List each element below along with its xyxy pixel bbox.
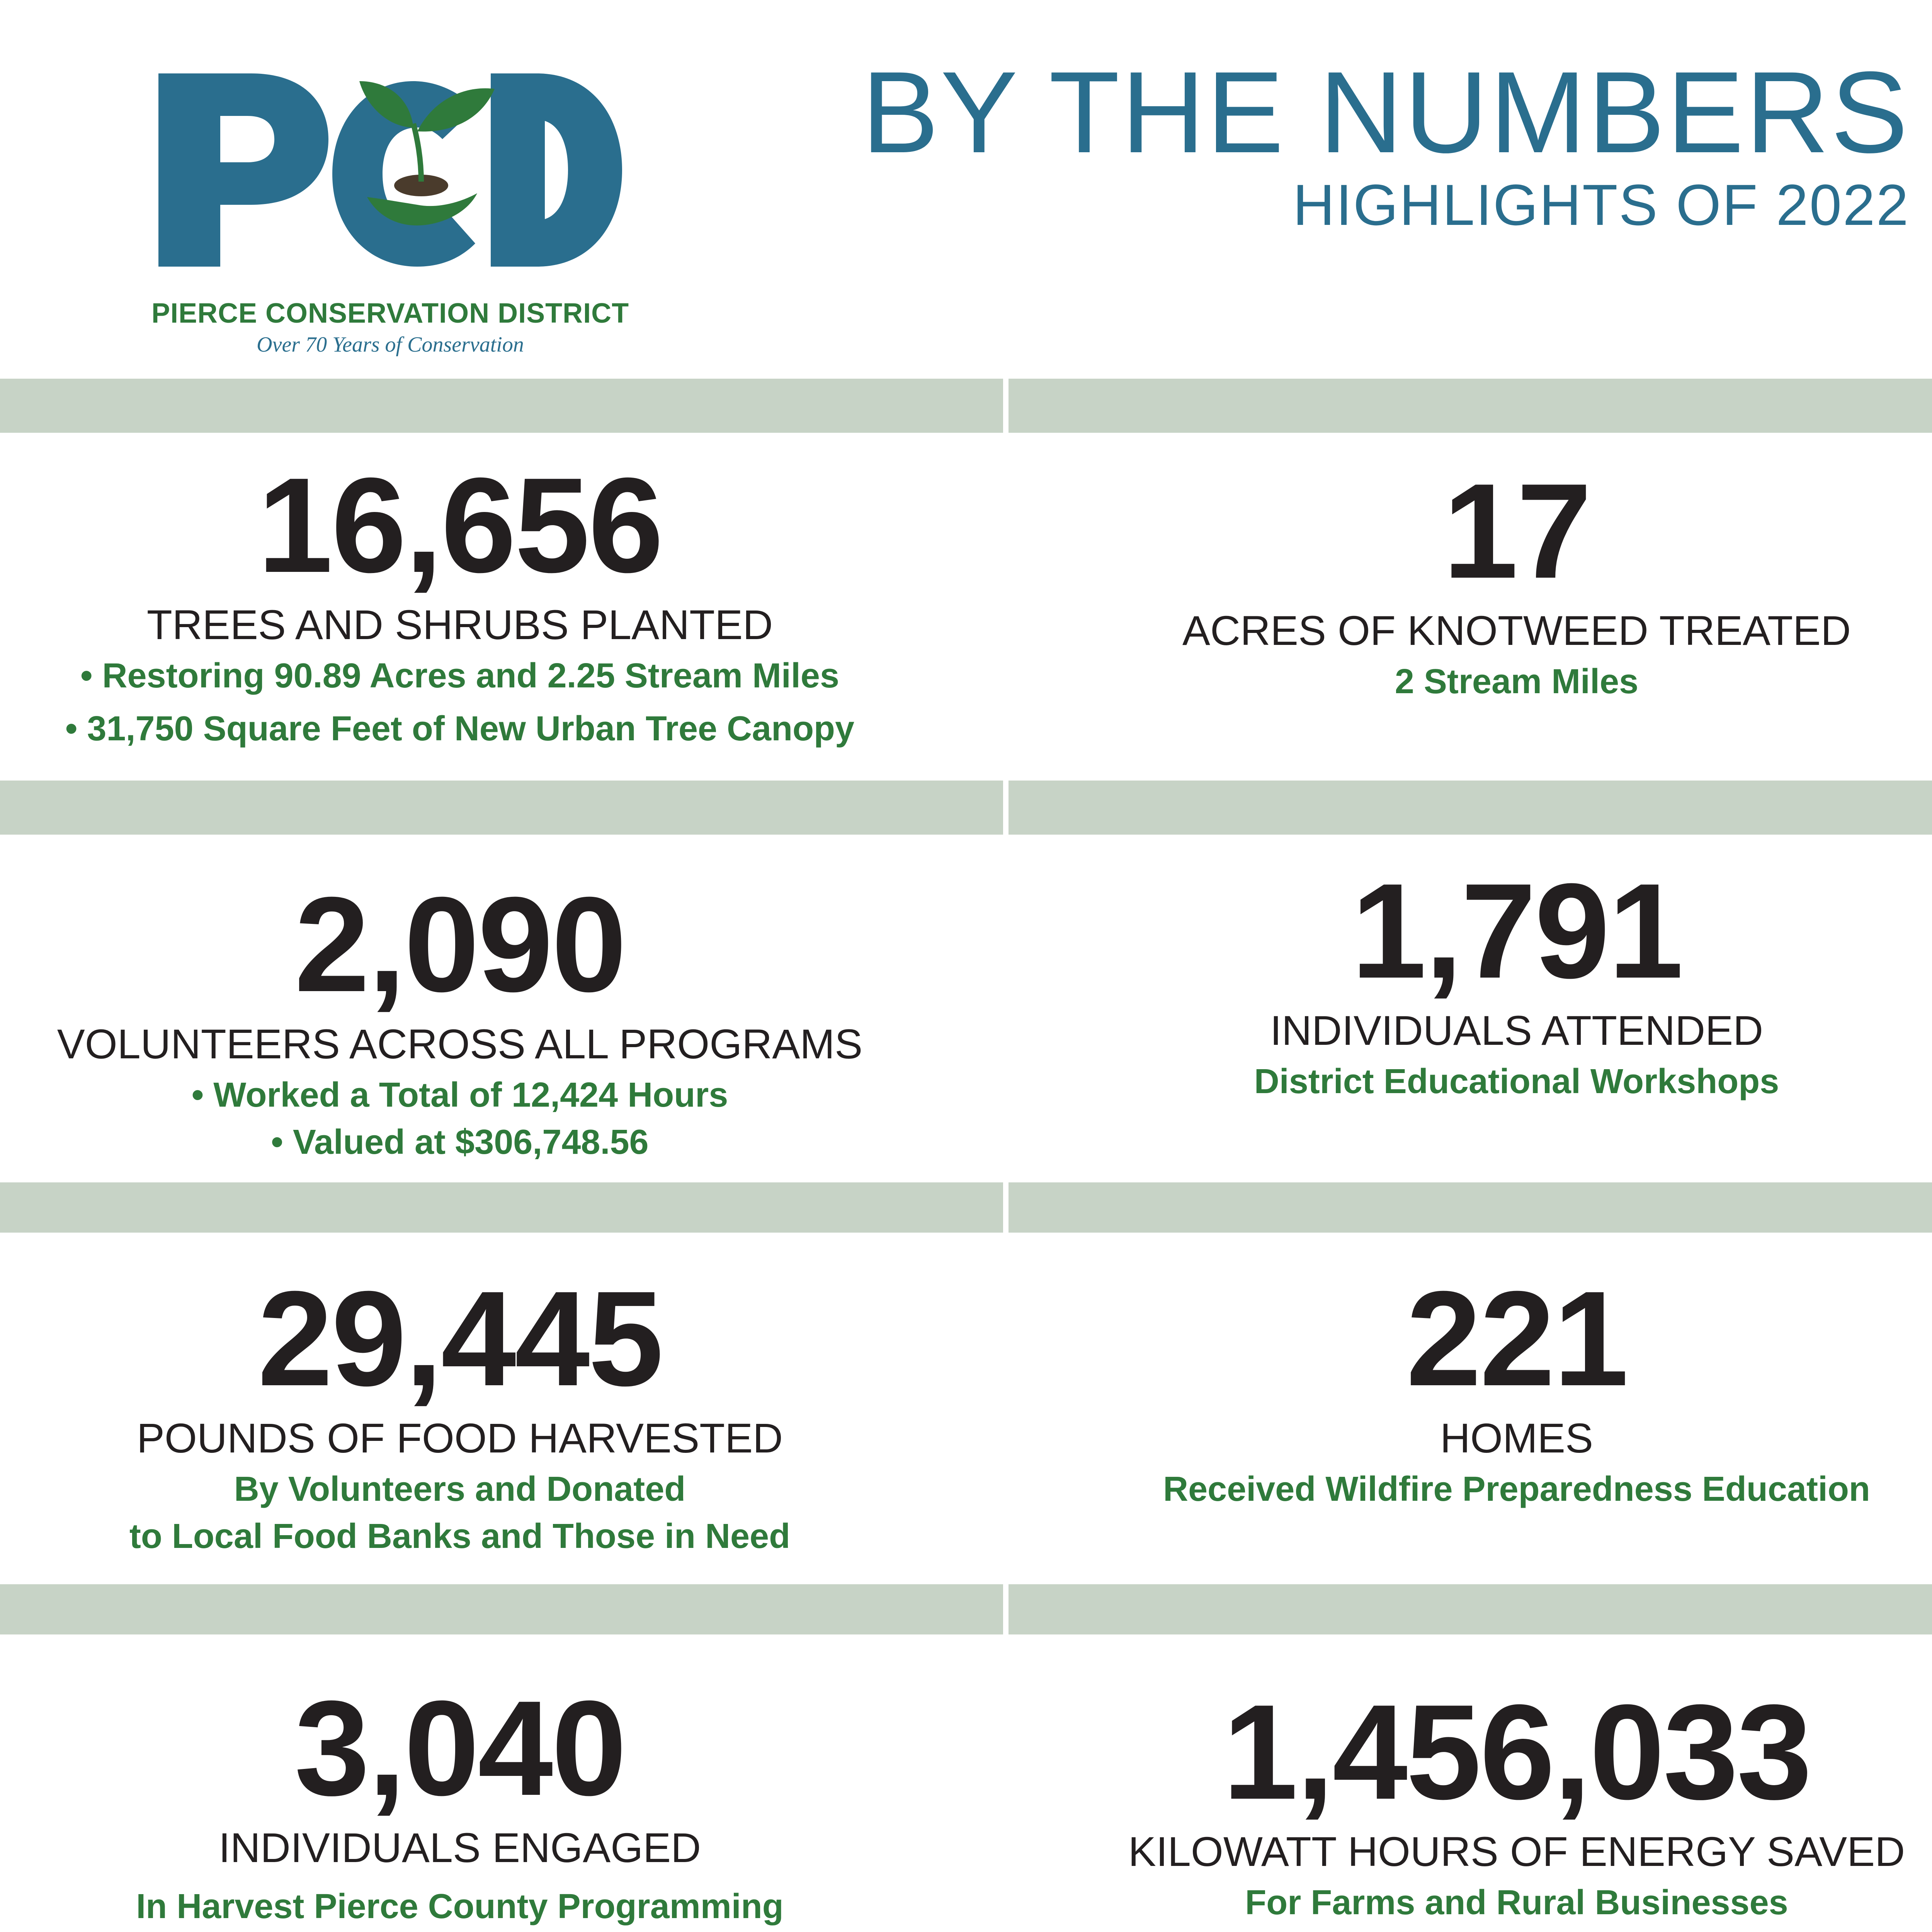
divider-gap — [1003, 781, 1009, 835]
divider-gap — [1003, 1182, 1009, 1233]
stat-label: POUNDS OF FOOD HARVESTED — [136, 1415, 783, 1461]
page-title: BY THE NUMBERS — [861, 47, 1910, 177]
logo-tagline: Over 70 Years of Conservation — [257, 333, 524, 357]
stat-detail: By Volunteers and Donated — [234, 1470, 686, 1509]
stat-number: 3,040 — [294, 1673, 625, 1824]
stat-label: KILOWATT HOURS OF ENERGY SAVED — [1128, 1828, 1905, 1875]
stat-food-harvested — [23, 1263, 896, 1560]
stat-label: ACRES OF KNOTWEED TREATED — [1182, 607, 1851, 654]
stat-label: INDIVIDUALS ATTENDED — [1270, 1007, 1764, 1054]
stat-label: VOLUNTEERS ACROSS ALL PROGRAMS — [57, 1020, 863, 1067]
stat-volunteers — [23, 869, 896, 1166]
stat-detail: • Worked a Total of 12,424 Hours — [191, 1076, 728, 1115]
stat-number: 1,456,033 — [1223, 1677, 1811, 1828]
stat-number: 2,090 — [294, 869, 625, 1020]
stat-detail: 2 Stream Miles — [1395, 662, 1639, 701]
pcd-logo-mark — [151, 50, 630, 282]
stat-label: INDIVIDUALS ENGAGED — [218, 1824, 701, 1871]
divider-gap — [1003, 379, 1009, 433]
stat-number: 17 — [1443, 456, 1590, 607]
stat-detail: • 31,750 Square Feet of New Urban Tree Canopy — [65, 709, 855, 748]
stat-harvest-pierce — [23, 1673, 896, 1930]
stat-label: TREES AND SHRUBS PLANTED — [146, 601, 773, 648]
divider-gap — [1003, 1584, 1009, 1634]
logo — [116, 27, 665, 357]
divider-band — [0, 1584, 1932, 1634]
stat-number: 29,445 — [257, 1263, 662, 1414]
stat-detail: In Harvest Pierce County Programming — [136, 1887, 784, 1926]
stat-knotweed — [1020, 456, 1932, 706]
page-subtitle: HIGHLIGHTS OF 2022 — [1293, 172, 1910, 237]
stat-detail: • Restoring 90.89 Acres and 2.25 Stream Miles — [80, 656, 840, 696]
divider-band — [0, 379, 1932, 433]
divider-band — [0, 1182, 1932, 1233]
stat-detail: District Educational Workshops — [1254, 1062, 1779, 1101]
stat-detail: • Valued at $306,748.56 — [271, 1122, 649, 1162]
divider-band — [0, 781, 1932, 835]
stat-trees-shrubs — [23, 450, 896, 752]
stat-wildfire-homes — [1020, 1263, 1932, 1513]
stat-number: 221 — [1406, 1263, 1627, 1414]
stat-detail: to Local Food Banks and Those in Need — [129, 1517, 791, 1556]
logo-name: PIERCE CONSERVATION DISTRICT — [151, 298, 629, 329]
stat-detail: Received Wildfire Preparedness Education — [1163, 1470, 1870, 1509]
stat-workshops — [1020, 855, 1932, 1105]
stat-number: 1,791 — [1351, 855, 1682, 1007]
stat-detail: For Farms and Rural Businesses — [1245, 1883, 1788, 1922]
stat-label: HOMES — [1440, 1415, 1594, 1461]
stat-energy-saved — [1020, 1677, 1932, 1927]
stat-number: 16,656 — [257, 450, 662, 601]
